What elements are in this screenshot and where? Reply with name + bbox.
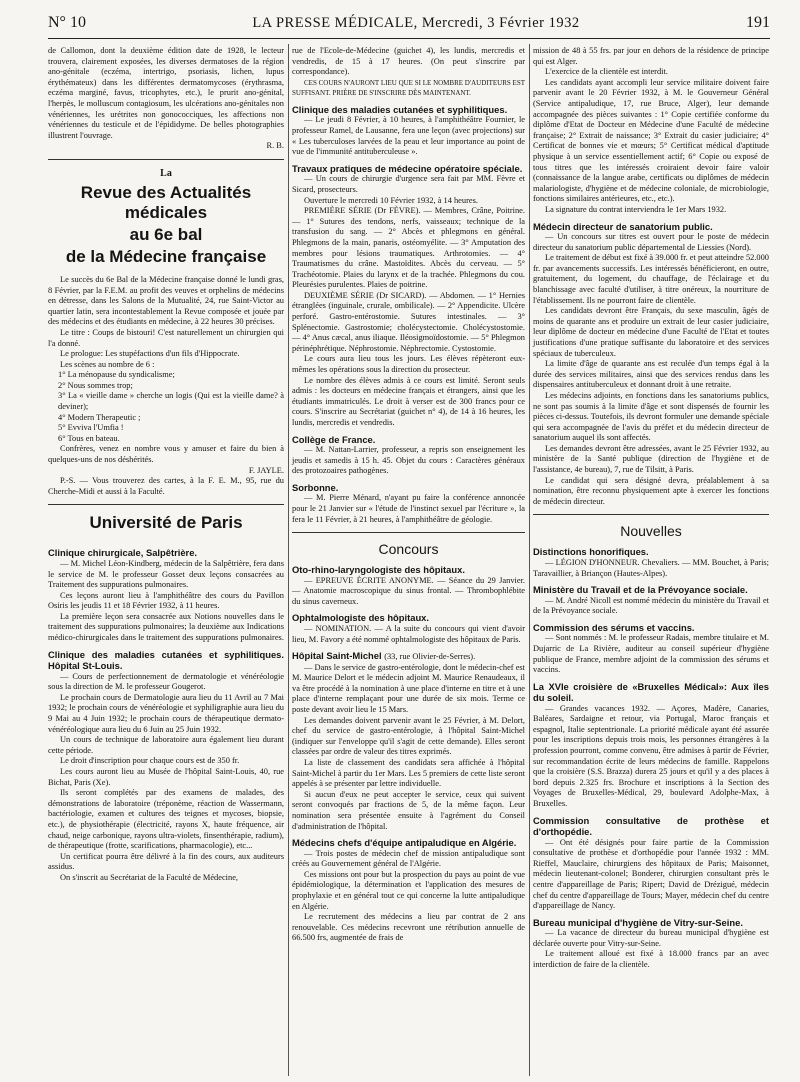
paragraph: — Ont été désignés pour faire partie de la Commission consultative de prothèse et d'orthopédie pour l'année 1932 : MM. Rieffel, Mauclaire, chirurgiens des hôpitaux de Paris; Maisonnet, médecin lieutenant-colonel; Bonderer, chirurgien consultant près le centre d'appareillage de Paris; Ripert; David de Drézigué, médecin chef du centre d'appareillage de Tours; Mayer, médecin chef du centre d'appareillage de Nancy. xyxy=(533,837,769,911)
paragraph: — Dans le service de gastro-entérologie, dont le médecin-chef est M. Maurice Delort et le médecin adjoint M. Maurice Renaudeaux, il va être procédé à la nomination à une place d'interne en titre et à une place d'interne remplaçant pour une durée de six mois. Terme ce poste devant avoir lieu le 15 Mars. xyxy=(292,662,525,714)
paragraph: Un cours de technique de laboratoire aura également lieu durant cette période. xyxy=(48,735,284,755)
paragraph: — M. Michel Léon-Kindberg, médecin de la Salpêtrière, fera dans le service de M. le professeur Gosset deux leçons consacrées au Traitement des suppurations pulmonaires. xyxy=(48,558,284,590)
revue-title-line2: au 6e bal xyxy=(129,224,203,244)
paragraph: La première leçon sera consacrée aux Notions nouvelles dans le traitement des suppurations pulmonaires; la deuxième aux Indications médico-chirurgicales dans le traitement des suppurations pulmonaires. xyxy=(48,611,284,643)
paragraph: Un certificat pourra être délivré à la fin des cours, aux auditeurs assidus. xyxy=(48,851,284,872)
divider xyxy=(292,532,525,533)
revue-title-line3: de la Médecine française xyxy=(65,246,267,266)
paragraph: Ces missions ont pour but la prospection du pays au point de vue épidémiologique, la détermination et l'application des mesures de prophylaxie et en général tout ce qui concerne la lutte antipaludique en Algérie. xyxy=(292,869,525,911)
page-number: 191 xyxy=(745,14,770,31)
paragraph: Ouverture le mercredi 10 Février 1932, à 14 heures. xyxy=(304,195,478,205)
paragraph: PREMIÈRE SÉRIE (Dr FÈVRE). — Membres, Crâne, Poitrine. — 1° Sutures des tendons, nerfs, vaisseaux; technique de la transfusion du sang. — 2° Abcès et phlegmons en général. Phlegmons de la main, panaris, ostéomyélite. — 3° Amputation des membres pour lésions traumatiques. Arthrotomies. — 4° Traumatismes du crâne. Mastoïdites. Abcès du cerveau. — 5° Trachéotomie. Plaies du larynx et de la trachée. Phlegmons du cou. Pleurésies purulentes. Plaies de poitrine. xyxy=(292,206,525,290)
paragraph: — M. André Nicoll est nommé médecin du ministère du Travail et de la Prévoyance sociale. xyxy=(533,595,769,616)
section-heading: Distinctions honorifiques. xyxy=(533,546,649,558)
paragraph: Les demandes doivent parvenir avant le 25 Février, à M. Delort, chef du service de gastro-entérologie, à l'hôpital Saint-Michel (indiquer sur l'enveloppe qu'il s'agit de cette demande). Elles seront classées par ordre de valeur des titres exprimés. xyxy=(292,715,525,757)
paragraph: rue de l'Ecole-de-Médecine (guichet 4), les lundis, mercredis et vendredis, de 15 à 17 heures. (On peut s'inscrire par correspondance). xyxy=(292,46,525,77)
scene-item: 2° Nous sommes trop; xyxy=(58,380,133,390)
paragraph: — Un cours de chirurgie d'urgence sera fait par MM. Fèvre et Sicard, prosecteurs. xyxy=(292,174,525,194)
section-heading: Clinique chirurgicale, Salpêtrière. xyxy=(48,547,198,559)
scene-item: 4° Modern Therapeutic ; xyxy=(58,412,141,422)
scene-item: 5° Evviva l'Umfia ! xyxy=(58,423,124,433)
paragraph: Ils seront complétés par des examens de malades, des démonstrations de laboratoire (tréponème, réaction de Wassermann, bactériologie, examen et cultures des teignes et mycoses, biopsie, etc.), de physiothérapie (électricité, rayons X, haute fréquence, air chaud, neige carbonique, rayons ultra-violets, finsenthérapie, radium), de thérapeutique (frotte, scarifications, pharmacologie), etc... xyxy=(48,788,284,851)
paragraph: Ces leçons auront lieu à l'amphithéâtre des cours du Pavillon Osiris les jeudis 11 et 18 Février 1932, à 11 heures. xyxy=(48,590,284,611)
paragraph: Le recrutement des médecins a lieu par contrat de 2 ans renouvelable. Ces médecins recevront une rétribution annuelle de 66.500 frs, augmentée de frais de xyxy=(292,912,525,943)
paragraph: Le droit d'inscription pour chaque cours est de 350 fr. xyxy=(60,756,240,766)
section-heading: La XVIe croisière de «Bruxelles Médical»: Aux îles du soleil. xyxy=(533,680,769,704)
journal-title: LA PRESSE MÉDICALE, Mercredi, 3 Février 1932 xyxy=(252,15,580,31)
scene-item: 1° La ménopause du syndicalisme; xyxy=(58,370,175,380)
paragraph: La signature du contrat interviendra le 1er Mars 1932. xyxy=(545,204,727,214)
revue-paragraph: Le titre : Coups de bistouri! C'est naturellement un chirurgien qui l'a donné. xyxy=(48,327,284,348)
nouvelles-title: Nouvelles xyxy=(620,523,682,540)
paragraph: Les candidats devront être Français, du sexe masculin, âgés de moins de quarante ans et produire un extrait de leur casier judiciaire, leur diplôme de docteur en médecine d'une Faculté de l'Etat et toutes justifications d'une pratique suffisante du laboratoire et des services spéciaux de tuberculeux. xyxy=(533,306,769,358)
paragraph: — Un concours sur titres est ouvert pour le poste de médecin directeur du sanatorium public départemental de Liessies (Nord). xyxy=(533,232,769,252)
column-middle xyxy=(292,46,525,944)
paragraph: La liste de classement des candidats sera affichée à l'hôpital Saint-Michel à partir du 1er Mars. Les 5 premiers de cette liste seront appelés à se présenter par lettre individuelle. xyxy=(292,757,525,789)
paragraph: — Le jeudi 8 Février, à 10 heures, à l'amphithéâtre Fournier, le professeur Ramel, de Lausanne, fera une leçon (avec projections) sur « Les tuberculoses larvées de la peau et leur importance au point de vue de l'immunité antituberculeuse ». xyxy=(292,115,525,157)
section-heading: Ministère du Travail et de la Prévoyance sociale. xyxy=(533,584,748,596)
paragraph: Les médecins adjoints, en fonctions dans les sanatoriums publics, ne sont pas soumis à la limite d'âge et sont dispensés de fournir les pièces ci-dessus. Toutefois, ils devront formuler une demande spéciale qui sera accompagnée de l'avis du préfet et du médecin directeur de sanatorium auquel ils sont affectés. xyxy=(533,390,770,443)
paragraph: L'exercice de la clientèle est interdit. xyxy=(545,67,668,77)
paragraph: Le traitement alloué est fixé à 18.000 francs par an avec interdiction de faire de la clientèle. xyxy=(533,949,769,970)
section-heading: Bureau municipal d'hygiène de Vitry-sur-Seine. xyxy=(533,916,743,928)
paragraph: Le nombre des élèves admis à ce cours est limité. Seront seuls admis : les docteurs en médecine français et étrangers, ainsi que les étudiants immatriculés. Le droit à verser est de 300 francs pour ce cours. S'inscrire au Secrétariat (guichet n° 4), de 14 à 16 heures, les lundis, mercredis et vendredis. xyxy=(292,375,525,427)
paragraph: Le cours aura lieu tous les jours. Les élèves répèteront eux-mêmes les opérations sous la direction du prosecteur. xyxy=(292,354,525,375)
section-heading: Travaux pratiques de médecine opératoire spéciale. xyxy=(292,162,523,174)
paragraph: — EPREUVE ÉCRITE ANONYME. — Séance du 29 Janvier. — Anatomie macroscopique du sinus frontal. — Thrombophlébite du sinus caverneux. xyxy=(292,575,525,606)
revue-paragraph: Confrères, venez en nombre vous y amuser et faire du bien à quelques-uns de nos déshérités. xyxy=(48,444,284,465)
paragraph: — NOMINATION. — A la suite du concours qui vient d'avoir lieu, M. Favory a été nommé ophtalmologiste des hôpitaux de Paris. xyxy=(292,623,525,644)
paragraph: Le traitement de début est fixé à 39.000 fr. et peut atteindre 52.000 fr. par avancements successifs. Les intéressés bénéficieront, en outre, gratuitement, du logement, du chauffage, de l'éclairage et du blanchissage avec faculté d'utiliser, à titre onéreux, la nourriture de l'établissement. Ils ne pourront faire de clientèle. xyxy=(533,253,769,305)
paragraph: Les candidats ayant accompli leur service militaire doivent faire parvenir avant le 20 Février 1932, à M. le Gouverneur Général (Service antipaludique, 17, rue Bruce, Alger), leur demande accompagnée des pièces suivantes : 1° Copie certifiée conforme du diplôme d'Etat de Docteur en Médecine d'une Faculté de médecine française; 2° Extrait de naissance; 3° Extrait du casier judiciaire; 4° Certificat de bonnes vie et mœurs; 5° Certificat médical d'aptitude physique à un service essentiellement actif; 6° Copie ou exposé de tous titres que les intéressés croiraient devoir faire valoir (connaissance de la langue arabe, certificats ou diplômes de médecin malariologiste, d'hygiène et de médecine coloniale, de microbiologie, fonctions similaires antérieures, etc., etc.). xyxy=(533,77,769,204)
revue-postscript: P.-S. — Vous trouverez des cartes, à la F. E. M., 95, rue du Cherche-Midi et aussi à la Faculté. xyxy=(48,476,284,496)
revue-title-prefix: La xyxy=(160,167,172,179)
paragraph: mission de 48 à 55 frs. par jour en dehors de la résidence de principe qui est Alger. xyxy=(533,46,769,66)
notice: CES COURS N'AURONT LIEU QUE SI LE NOMBRE D'AUDITEURS EST SUFFISANT. PRIÈRE DE S'INSCRIRE DÈS MAINTENANT. xyxy=(292,78,525,98)
paragraph: — LÉGION D'HONNEUR. Chevaliers. — MM. Bouchet, à Paris; Taravaillier, à Briançon (Hautes-Alpes). xyxy=(533,557,769,578)
section-heading: Clinique des maladies cutanées et syphilitiques. xyxy=(292,103,508,115)
revue-title-line1: Revue des Actualités médicales xyxy=(80,182,252,222)
column-divider xyxy=(288,44,289,1076)
divider xyxy=(48,159,284,160)
heading-address: (33, rue Olivier-de-Serres). xyxy=(384,652,476,662)
section-heading: Clinique des maladies cutanées et syphilitiques. Hôpital St-Louis. xyxy=(48,648,284,672)
column-right xyxy=(533,46,769,971)
section-heading xyxy=(292,650,525,663)
paragraph: Le prochain cours de Dermatologie aura lieu du 11 Avril au 7 Mai 1932; le prochain cours de vénéréologie et syphiligraphie aura lieu du 9 Mai au 4 Juin 1932; le prochain cours de thérapeutique dermato-vénéréologique aura lieu du 6 Juin au 25 Juin 1932. xyxy=(48,692,284,734)
paragraph: Le candidat qui sera désigné devra, préalablement à sa nomination, être reconnu physiquement apte à exercer les fonctions de médecin directeur. xyxy=(533,475,769,506)
section-heading: Sorbonne. xyxy=(292,481,339,493)
revue-paragraph: Les scènes au nombre de 6 : xyxy=(60,359,155,369)
paragraph: La limite d'âge de quarante ans est reculée d'un temps égal à la durée des services militaires, ainsi que des services rendus dans les dispensaires antituberculeux et donnant droit à une retraite. xyxy=(533,359,769,390)
concours-title: Concours xyxy=(378,541,439,558)
section-heading: Collège de France. xyxy=(292,433,376,445)
paragraph: — Sont nommés : M. le professeur Radais, membre titulaire et M. Dujarric de La Rivière, auditeur au conseil supérieur d'hygiène publique de France, membre adjoint de la commission des sérums et vaccins. xyxy=(533,633,769,675)
paragraph: Les cours auront lieu au Musée de l'hôpital Saint-Louis, 40, rue Bichat, Paris (Xe). xyxy=(48,767,284,787)
heading-main: Hôpital Saint-Michel xyxy=(292,650,382,662)
scene-item: 6° Tous en bateau. xyxy=(58,433,120,443)
header-rule xyxy=(48,38,770,39)
paragraph: — Trois postes de médecin chef de mission antipaludique sont créés au Gouvernement général de l'Algérie. xyxy=(292,848,525,869)
review-signature: R. B. xyxy=(266,141,284,151)
paragraph: Les demandes devront être adressées, avant le 25 Février 1932, au ministère de la Santé publique (direction de l'hygiène et de l'assistance, 4e bureau), 7, rue de Tilsitt, à Paris. xyxy=(533,443,769,475)
section-heading: Oto-rhino-laryngologiste des hôpitaux. xyxy=(292,564,465,576)
paragraph: — La vacance de directeur du bureau municipal d'hygiène est déclarée ouverte pour Vitry-sur-Seine. xyxy=(533,928,769,948)
paragraph: — M. Nattan-Larrier, professeur, a repris son enseignement les jeudis et samedis à 15 h. 45. Objet du cours : Caractères généraux des protozoaires pathogènes. xyxy=(292,445,525,476)
paragraph: — Cours de perfectionnement de dermatologie et vénéréologie sous la direction de M. le professeur Gougerot. xyxy=(48,671,284,692)
scene-item: 3° La « vieille dame » cherche un logis (Qui est la vieille dame? à deviner); xyxy=(58,391,284,412)
paragraph: — Grandes vacances 1932. — Açores, Madère, Canaries, Baléares, Sardaigne et retour, via Portugal, Maroc français et espagnol, Italie septentrionale. La priorité médicale ayant été assurée pour les inscriptions depuis trois mois, les personnes étrangères à la profession pourront, comme convenu, être admises à partir de Février, sur recommandation écrite de leurs médecins de famille. Rappelons que la croisière (S.S. Brazza) durera 25 jours et qu'il y a des places à bord depuis 2.325 frs. Brochure et inscriptions à la Section des Voyages de Bruxelles-Médical, 29, boulevard Adolphe-Max, à Bruxelles. xyxy=(533,703,769,809)
paragraph: On s'inscrit au Secrétariat de la Faculté de Médecine, xyxy=(60,872,239,882)
paragraph: Si aucun d'eux ne peut accepter le service, ceux qui suivent seront convoqués par fractions de 5, de la même façon. Leur nomination sera présentée ensuite à l'agrément du Conseil d'administration de l'hôpital. xyxy=(292,789,525,831)
revue-paragraph: Le prologue: Les stupéfactions d'un fils d'Hippocrate. xyxy=(60,349,240,359)
page-header xyxy=(48,14,770,34)
divider xyxy=(48,504,284,505)
paragraph: — M. Pierre Ménard, n'ayant pu faire la conférence annoncée pour le 21 Janvier sur « l'étude de l'instinct sexuel par l'écriture », la fera le 11 Février, à 21 heures, à l'amphithéâtre de géologie. xyxy=(292,493,525,524)
column-divider xyxy=(529,44,530,1076)
divider xyxy=(533,514,769,515)
paragraph: DEUXIÈME SÉRIE (Dr SICARD). — Abdomen. — 1° Hernies étranglées (inguinale, crurale, ombilicale). — 2° Appendicite. Ulcère perforé. Gastro-entérostomie. Sutures intestinales. — 3° Splénectomie. Gastrostomie; cholécystectomie. Cholécystostomie. — 4° Anus cæcal, anus iliaque. Iléosigmoïdostomie. — 5° Phlegmon périnéphrétique. Néphrostomie. Néphrectomie. Cystostomie. xyxy=(292,290,525,353)
column-left xyxy=(48,46,284,884)
section-heading: Commission consultative de prothèse et d'orthopédie. xyxy=(533,814,769,838)
issue-number: N° 10 xyxy=(48,14,86,31)
university-title: Université de Paris xyxy=(89,513,243,533)
section-heading: Médecin directeur de sanatorium public. xyxy=(533,220,713,232)
revue-paragraph: Le succès du 6e Bal de la Médecine française donné le lundi gras, 8 Février, par la F.E.M. au profit des veuves et orphelins de médecins en détresse, dans les Salons de la Mutualité, 24, rue Saint-Victor au quartier latin, sera incontestablement la Revue composée et jouée par des médecins et des étudiants en médecine, à 22 heures 30 précises. xyxy=(48,274,284,327)
revue-signature: F. JAYLE. xyxy=(248,465,284,475)
section-heading: Ophtalmologiste des hôpitaux. xyxy=(292,612,429,624)
section-heading: Commission des sérums et vaccins. xyxy=(533,621,695,633)
section-heading: Médecins chefs d'équipe antipaludique en Algérie. xyxy=(292,837,517,849)
review-text: de Callomon, dont la deuxième édition date de 1928, le lecteur trouvera, clairement exposées, les diverses dermatoses de la région ano-génitale (eczéma, intertrigo, psoriasis, lichen, lupus érythémateux) dans les différentes dermatomycoses (érythrasma, eczéma marginé, favus, tricophytes, etc.), le prurit ano-génital, l'herpès, le molluscum contagiosum, les ulcérations ano-génitales non vénériennes, les urétrites non gonococciques, les affections non vénériennes du testicule et de l'épididyme. De belles photographies illustrent l'ouvrage. xyxy=(48,46,284,140)
